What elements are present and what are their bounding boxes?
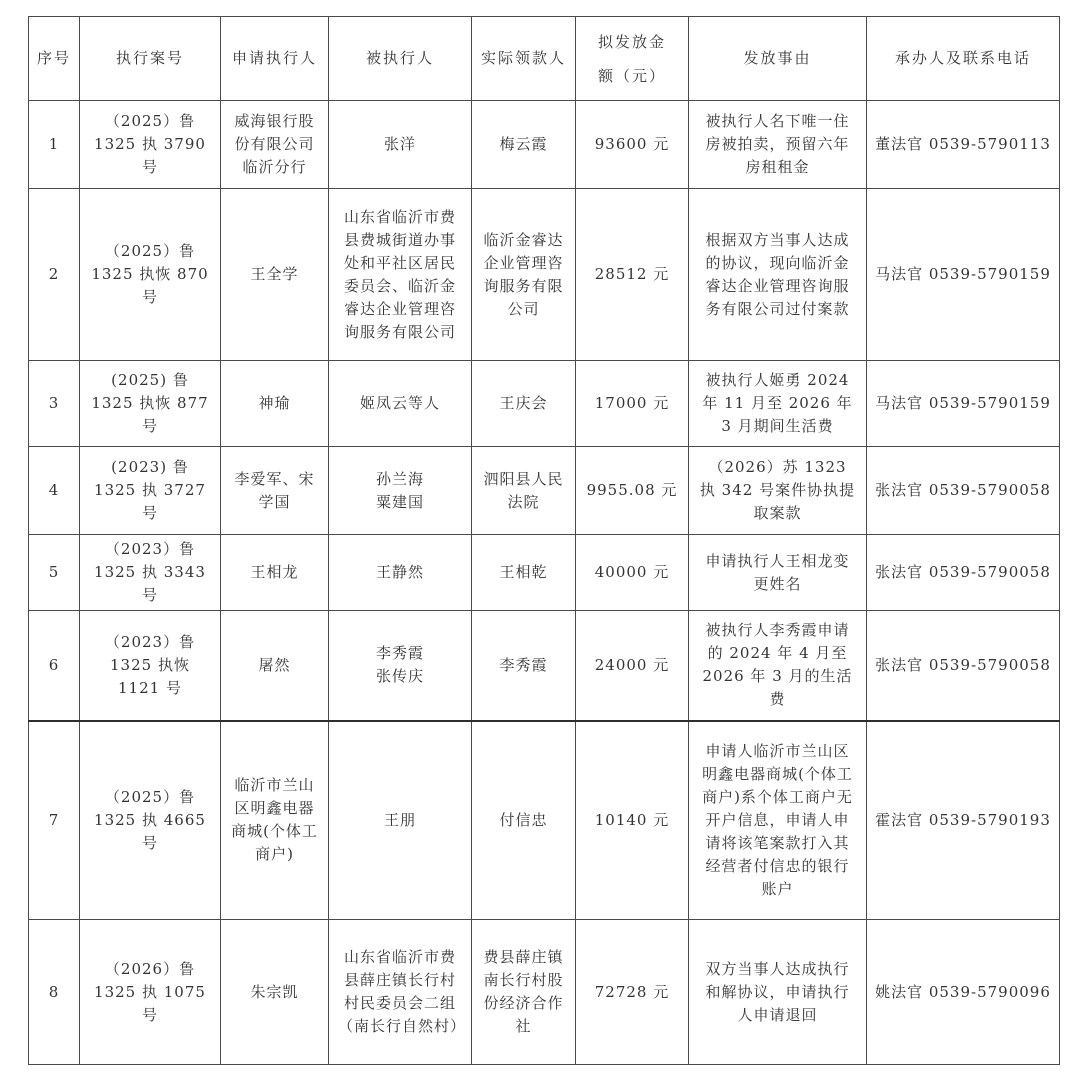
cell-amount: 93600 元 xyxy=(576,101,689,189)
table-row xyxy=(29,535,1060,611)
cell-applicant: 王相龙 xyxy=(221,535,329,611)
header-amount: 拟发放金额（元） xyxy=(576,17,689,101)
cell-applicant: 威海银行股份有限公司临沂分行 xyxy=(221,101,329,189)
cell-contact: 马法官 0539-5790159 xyxy=(867,361,1060,447)
cell-applicant: 神瑜 xyxy=(221,361,329,447)
cell-respondent: 王静然 xyxy=(329,535,472,611)
header-no: 序号 xyxy=(29,17,80,101)
cell-case-no: （2026）鲁 1325 执 1075 号 xyxy=(80,920,221,1065)
cell-respondent: 张洋 xyxy=(329,101,472,189)
cell-contact: 张法官 0539-5790058 xyxy=(867,535,1060,611)
cell-reason: 被执行人名下唯一住房被拍卖，预留六年房租租金 xyxy=(689,101,867,189)
cell-no: 8 xyxy=(29,920,80,1065)
cell-no: 1 xyxy=(29,101,80,189)
cell-case-no: （2025）鲁 1325 执恢 870 号 xyxy=(80,189,221,361)
cell-reason: （2026）苏 1323 执 342 号案件协执提取案款 xyxy=(689,447,867,535)
cell-applicant: 李爱军、宋学国 xyxy=(221,447,329,535)
table-row xyxy=(29,611,1060,721)
cell-case-no: （2023）鲁 1325 执恢 1121 号 xyxy=(80,611,221,721)
header-contact: 承办人及联系电话 xyxy=(867,17,1060,101)
header-reason: 发放事由 xyxy=(689,17,867,101)
header-recipient: 实际领款人 xyxy=(472,17,576,101)
cell-recipient: 临沂金睿达企业管理咨询服务有限公司 xyxy=(472,189,576,361)
header-respondent: 被执行人 xyxy=(329,17,472,101)
cell-amount: 24000 元 xyxy=(576,611,689,721)
cell-respondent: 孙兰海 粟建国 xyxy=(329,447,472,535)
cell-reason: 双方当事人达成执行和解协议，申请执行人申请退回 xyxy=(689,920,867,1065)
cell-amount: 17000 元 xyxy=(576,361,689,447)
table-row xyxy=(29,721,1060,920)
cell-contact: 马法官 0539-5790159 xyxy=(867,189,1060,361)
cell-recipient: 梅云霞 xyxy=(472,101,576,189)
cell-contact: 姚法官 0539-5790096 xyxy=(867,920,1060,1065)
cell-amount: 28512 元 xyxy=(576,189,689,361)
cell-no: 5 xyxy=(29,535,80,611)
table-row xyxy=(29,189,1060,361)
disbursement-table xyxy=(28,16,1060,1065)
cell-respondent: 李秀霞 张传庆 xyxy=(329,611,472,721)
cell-case-no: （2023）鲁 1325 执 3343 号 xyxy=(80,535,221,611)
cell-contact: 董法官 0539-5790113 xyxy=(867,101,1060,189)
cell-contact: 张法官 0539-5790058 xyxy=(867,447,1060,535)
cell-case-no: (2025) 鲁 1325 执恢 877 号 xyxy=(80,361,221,447)
cell-no: 6 xyxy=(29,611,80,721)
cell-contact: 霍法官 0539-5790193 xyxy=(867,721,1060,920)
cell-applicant: 临沂市兰山区明鑫电器商城(个体工商户) xyxy=(221,721,329,920)
table-row xyxy=(29,361,1060,447)
cell-recipient: 泗阳县人民法院 xyxy=(472,447,576,535)
cell-amount: 40000 元 xyxy=(576,535,689,611)
cell-recipient: 李秀霞 xyxy=(472,611,576,721)
cell-case-no: (2023) 鲁 1325 执 3727 号 xyxy=(80,447,221,535)
table-row xyxy=(29,447,1060,535)
header-case-no: 执行案号 xyxy=(80,17,221,101)
header-row xyxy=(29,17,1060,101)
cell-reason: 被执行人姬勇 2024 年 11 月至 2026 年 3 月期间生活费 xyxy=(689,361,867,447)
cell-applicant: 朱宗凯 xyxy=(221,920,329,1065)
cell-amount: 9955.08 元 xyxy=(576,447,689,535)
cell-recipient: 付信忠 xyxy=(472,721,576,920)
cell-no: 7 xyxy=(29,721,80,920)
cell-no: 4 xyxy=(29,447,80,535)
header-applicant: 申请执行人 xyxy=(221,17,329,101)
cell-amount: 10140 元 xyxy=(576,721,689,920)
cell-case-no: （2025）鲁 1325 执 4665 号 xyxy=(80,721,221,920)
cell-contact: 张法官 0539-5790058 xyxy=(867,611,1060,721)
cell-respondent: 山东省临沂市费县薛庄镇长行村村民委员会二组（南长行自然村） xyxy=(329,920,472,1065)
cell-respondent: 山东省临沂市费县费城街道办事处和平社区居民委员会、临沂金睿达企业管理咨询服务有限公司 xyxy=(329,189,472,361)
cell-reason: 申请人临沂市兰山区明鑫电器商城(个体工商户)系个体工商户无开户信息，申请人申请将该笔案款打入其经营者付信忠的银行账户 xyxy=(689,721,867,920)
table-row xyxy=(29,920,1060,1065)
table-row xyxy=(29,101,1060,189)
cell-no: 3 xyxy=(29,361,80,447)
cell-recipient: 王相乾 xyxy=(472,535,576,611)
cell-reason: 被执行人李秀霞申请的 2024 年 4 月至 2026 年 3 月的生活费 xyxy=(689,611,867,721)
cell-recipient: 王庆会 xyxy=(472,361,576,447)
cell-amount: 72728 元 xyxy=(576,920,689,1065)
cell-respondent: 姬凤云等人 xyxy=(329,361,472,447)
cell-case-no: （2025）鲁 1325 执 3790 号 xyxy=(80,101,221,189)
cell-respondent: 王朋 xyxy=(329,721,472,920)
cell-no: 2 xyxy=(29,189,80,361)
cell-reason: 根据双方当事人达成的协议，现向临沂金睿达企业管理咨询服务有限公司过付案款 xyxy=(689,189,867,361)
cell-reason: 申请执行人王相龙变更姓名 xyxy=(689,535,867,611)
cell-applicant: 屠然 xyxy=(221,611,329,721)
cell-applicant: 王全学 xyxy=(221,189,329,361)
cell-recipient: 费县薛庄镇南长行村股份经济合作社 xyxy=(472,920,576,1065)
